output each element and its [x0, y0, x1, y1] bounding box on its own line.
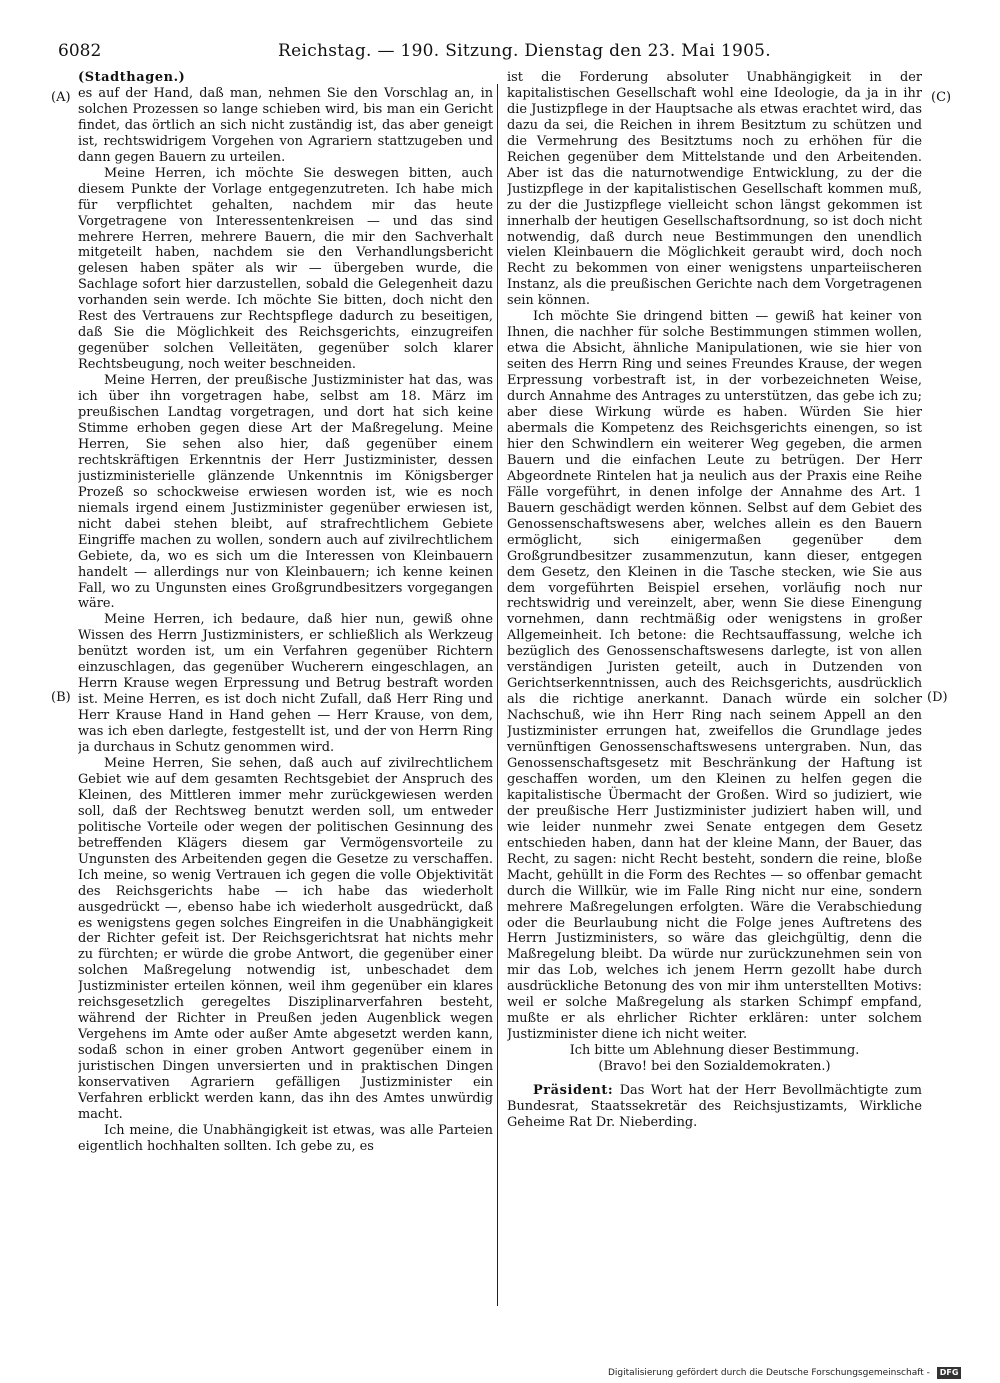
dfg-logo: DFG: [937, 1367, 962, 1379]
president-text: Das Wort hat der Herr Bevollmächtigte zum Bundesrat, Staatssekretär des Reichsjustizamts, Wirkliche Geheime Rat Dr. Nieberding.: [507, 1083, 922, 1130]
footer-text: Digitalisierung gefördert durch die Deutsche Forschungsgemeinschaft -: [608, 1368, 930, 1378]
paragraph: Meine Herren, Sie sehen, daß auch auf zivilrechtlichem Gebiet wie auf dem gesamten Rechtsgebiet der Anspruch des Kleinen, des Mittleren immer mehr zurückgewiesen werden soll, daß der Rechtsweg benutzt werden soll, um entweder politische Vorteile oder wegen der politischen Gesinnung des betreffenden Klägers diesem gar Vermögensvorteile zu Ungunsten des Arbeitenden gegen die Gesetze zu verschaffen. Ich meine, so wenig Vertrauen ich gegen die volle Objektivität des Reichsgerichts habe — ich habe das wiederholt ausgedrückt —, ebenso habe ich wiederholt ausgedrückt, daß es wenigstens gegen solches Eingreifen in die Unabhängigkeit der Richter gefeit ist. Der Reichsgerichtsrat hat nichts mehr zu fürchten; er würde die grobe Antwort, die gegenüber einer solchen Maßregelung notwendig ist, unbeschadet dem Justizminister erteilen können, weil ihm gegenüber ein klares reichsgesetzlich geregeltes Disziplinarverfahren besteht, während der Richter in Preußen jeden Augenblick wegen Vergehens im Amte oder außer Amte abgesetzt werden kann, sodaß schon in einer groben Antwort gegenüber einem in juristischen Dingen unversierten und in praktischen Dingen konservativen Agrariern gefälligen Justizminister ein Verfahren erblickt werden kann, das ihn des Amtes unwürdig macht.: [78, 755, 493, 1122]
margin-marker-c: (C): [931, 90, 952, 105]
president-remark: [507, 1083, 922, 1131]
paragraph: Ich bitte um Ablehnung dieser Bestimmung.: [569, 1043, 860, 1059]
right-column: [507, 70, 922, 1296]
running-header: [58, 38, 958, 64]
paragraph: Meine Herren, ich bedaure, daß hier nun, gewiß ohne Wissen des Herrn Justizministers, er schließlich als Werkzeug benützt worden ist, um ein Verfahren gegenüber Richtern einzuschlagen, das gegenüber Wucherern eingeschlagen, an Herrn Krause wegen Erpressung und Betrug bestraft worden ist. Meine Herren, es ist doch nicht Zufall, daß Herr Ring und Herr Krause Hand in Hand gehen — Herr Krause, von dem, was ich eben darlegte, festgestellt ist, und der von Herrn Ring ja durchaus in Schutz genommen wird.: [78, 612, 493, 756]
applause-note: (Bravo! bei den Sozialdemokraten.): [598, 1059, 831, 1075]
paragraph: Ich meine, die Unabhängigkeit ist etwas, was alle Parteien eigentlich hochhalten sollten. Ich gebe zu, es: [78, 1122, 493, 1154]
left-column: [78, 70, 493, 1296]
margin-marker-a: (A): [51, 90, 71, 105]
page-number: 6082: [58, 41, 102, 61]
margin-marker-b: (B): [51, 690, 71, 705]
paragraph: ist die Forderung absoluter Unabhängigkeit in der kapitalistischen Gesellschaft wohl eine Ideologie, da ja in ihr die Justizpflege in der Hauptsache als etwas erachtet wird, das dazu da sei, die Reichen in ihrem Besitztum zu schützen und die Vermehrung des Besitztums noch zu erhöhen für die Reichen gegenüber dem Mittelstande und den Arbeitenden. Aber ist das die naturnotwendige Entwicklung, zu der die Justizpflege in der kapitalistischen Gesellschaft kommen muß, zu der die Justizpflege vielleicht schon längst gekommen ist innerhalb der heutigen Gesellschaftsordnung, so ist doch nicht notwendig, daß durch neue Bestimmungen den unendlich vielen Kleinbauern die Möglichkeit geraubt wird, doch noch Recht zu bekommen von einer wenigstens unparteiischeren Instanz, als die preußischen Gerichte nach dem Vorgetragenen sein können.: [507, 70, 922, 309]
speaker-label: Präsident:: [533, 1083, 614, 1099]
running-title: Reichstag. — 190. Sitzung. Dienstag den 23. Mai 1905.: [278, 41, 772, 61]
speaker-tag: (Stadthagen.): [78, 70, 186, 85]
paragraph: Ich möchte Sie dringend bitten — gewiß hat keiner von Ihnen, die nachher für solche Bestimmungen stimmen wollen, etwa die Absicht, ähnliche Manipulationen, wie sie hier von seiten des Herrn Ring und seines Freundes Krause, der wegen Erpressung vorbestraft ist, in der vorbezeichneten Weise, durch Annahme des Antrages zu unterstützen, das gebe ich zu; aber diese Wirkung würde es haben. Würden Sie hier abermals die Kompetenz des Reichsgerichts einengen, so ist hier den Schwindlern ein weiterer Weg gegeben, die armen Bauern und die einfachen Leute zu betrügen. Der Herr Abgeordnete Rintelen hat ja neulich aus der Praxis eine Reihe Fälle vorgeführt, in denen infolge der Annahme des Art. 1 Bauern geschädigt werden können. Selbst auf dem Gebiet des Genossenschaftswesens aber, welches allein es den Bauern ermöglicht, sich einigermaßen gegenüber dem Großgrundbesitzer zusammenzutun, kann dieser, entgegen dem Gesetz, den Kleinen in die Tasche stecken, wie Sie aus dem vorgeführten Beispiel ersehen, vorläufig noch nur rechtswidrig und vereinzelt, aber, wenn Sie diese Einengung vornehmen, dann rechtmäßig oder wenigstens in großer Allgemeinheit. Ich betone: die Rechtsauffassung, welche ich bezüglich des Genossenschaftswesens darlegte, ist von allen verständigen Juristen geteilt, auch in Dutzenden von Gerichtserkenntnissen, auch des Reichsgerichts, ausdrücklich als die richtige anerkannt. Danach würde ein solcher Nachschuß, wie ihn Herr Ring nach seinem Appell an den Justizminister errungen hat, zweifellos die Grundlage jedes vernünftigen Genossenschaftswesens untergraben. Nun, das Genossenschaftsgesetz mit Beschränkung der Haftung ist geschaffen worden, um den Kleinen zu helfen gegen die kapitalistische Übermacht der Großen. Wird so judiziert, wie der preußische Herr Justizminister judiziert haben will, und wie leider nunmehr zwei Senate entgegen dem Gesetz entschieden haben, dann hat der kleine Mann, der Bauer, das Recht, zu sagen: nicht Recht besteht, sondern die reine, bloße Macht, gehüllt in die Form des Rechtes — so offenbar gemacht durch die Willkür, wie im Falle Ring nicht nur eine, sondern mehrere Maßregelungen erfolgten. Wäre die Verabschiedung oder die Beurlaubung nicht die Folge jenes Auftretens des Herrn Justizministers, so wäre das gleichgültig, denn die Maßregelung bleibt. Da würde nur zurückzunehmen sein von mir das Lob, welches ich jenem Herrn gezollt habe durch ausdrückliche Betonung des von mir ihm unterstellten Motivs: weil er solche Maßregelung als starken Schimpf empfand, mußte er als ehrlicher Richter erklären: unter solchem Justizminister diene ich nicht weiter.: [507, 309, 922, 1043]
paragraph: Meine Herren, der preußische Justizminister hat das, was ich über ihn vorgetragen habe, selbst am 18. März im preußischen Landtag vorgetragen, und dort hat sich keine Stimme erhoben gegen diese Art der Maßregelung. Meine Herren, Sie sehen also hier, daß gegenüber einem rechtskräftigen Erkenntnis der Herr Justizminister, dessen justizministerielle glänzende Unkenntnis im Königsberger Prozeß so schockweise erwiesen worden ist, wie es noch niemals irgend einem Justizminister gegenüber erwiesen ist, nicht dabei stehen bleibt, auf strafrechtlichem Gebiete Eingriffe machen zu wollen, sondern auch auf zivilrechtlichem Gebiete, da, wo es sich um die Interessen von Kleinbauern handelt — allerdings nur von Kleinbauern; ich kenne keinen Fall, wo zu Ungunsten eines Großgrundbesitzers vorgegangen wäre.: [78, 373, 493, 612]
column-divider: [497, 84, 498, 1306]
paragraph: Meine Herren, ich möchte Sie deswegen bitten, auch diesem Punkte der Vorlage entgegenzutreten. Ich habe mich für verpflichtet gehalten, nachdem mir das heute Vorgetragene von Interessentenkreisen — und das sind mehrere Herren, mehrere Bauern, die mir den Sachverhalt mitgeteilt haben, nachdem sie den Verhandlungsbericht gelesen haben später als wir — übergeben wurde, die Sachlage sofort hier darzustellen, sobald die Gelegenheit dazu vorhanden sein werde. Ich möchte Sie bitten, doch nicht den Rest des Vertrauens zur Rechtspflege dadurch zu beseitigen, daß Sie die Möglichkeit des Reichsgerichts, einzugreifen gegenüber solchen Velleitäten, gegenüber solch klarer Rechtsbeugung, noch weiter beschneiden.: [78, 165, 493, 373]
footer-credit: [608, 1366, 961, 1380]
paragraph: es auf der Hand, daß man, nehmen Sie den Vorschlag an, in solchen Prozessen so lange schieben wird, bis man ein Gericht findet, das örtlich an sich nicht zuständig ist, das aber geneigt ist, rechtswidrigem Vorgehen von Agrariern stattzugeben und dann gegen Bauern zu urteilen.: [78, 85, 493, 165]
margin-marker-d: (D): [927, 690, 948, 705]
